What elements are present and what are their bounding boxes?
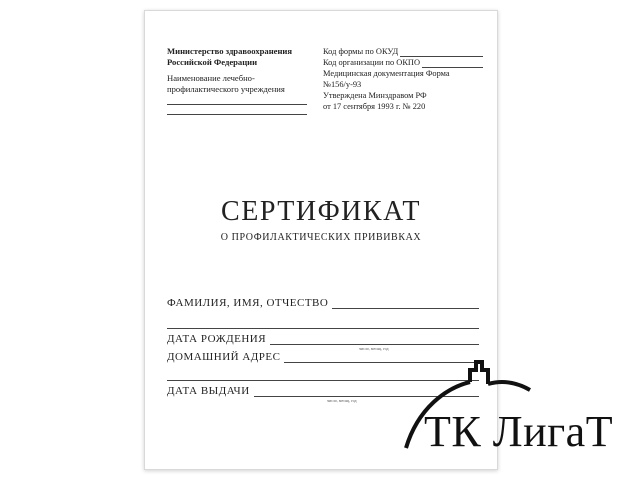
birth-date-hint: число, месяц, год: [359, 346, 389, 351]
issue-date-hint: число, месяц, год: [327, 398, 357, 403]
okpo-row: [323, 57, 483, 68]
okpo-blank: [422, 58, 483, 68]
address-label: ДОМАШНИЙ АДРЕС: [167, 351, 281, 363]
institution-blank-line-2: [167, 105, 307, 115]
full-name-blank: [332, 297, 479, 309]
watermark-text: ТК ЛигаТ: [424, 407, 614, 456]
full-name-field: [167, 297, 479, 309]
ministry-name: [167, 46, 307, 68]
ministry-line-2: Российской Федерации: [167, 57, 258, 67]
okud-blank: [400, 47, 483, 57]
header-left-block: [167, 46, 307, 115]
institution-label: [167, 73, 307, 95]
birth-date-blank: [270, 333, 479, 345]
okud-row: [323, 46, 483, 57]
institution-label-line-2: профилактического учреждения: [167, 84, 285, 94]
ministry-line-1: Министерство здравоохранения: [167, 46, 293, 56]
header-right-block: [323, 46, 483, 112]
okud-label: Код формы по ОКУД: [323, 47, 399, 56]
document-title: СЕРТИФИКАТ: [221, 196, 421, 227]
document-subtitle: О ПРОФИЛАКТИЧЕСКИХ ПРИВИВКАХ: [220, 232, 422, 243]
full-name-label: ФАМИЛИЯ, ИМЯ, ОТЧЕСТВО: [167, 297, 329, 309]
birth-date-field: [167, 333, 479, 345]
approval-line-1: Утверждена Минздравом РФ: [323, 91, 427, 100]
form-line-2: №156/у-93: [323, 80, 362, 89]
full-name-blank-line-2: [167, 327, 479, 329]
institution-blank-line-1: [167, 95, 307, 105]
institution-label-line-1: Наименование лечебно-: [167, 73, 255, 83]
issue-date-label: ДАТА ВЫДАЧИ: [167, 385, 250, 397]
approval-line-2: от 17 сентября 1993 г. № 220: [323, 102, 426, 111]
birth-date-label: ДАТА РОЖДЕНИЯ: [167, 333, 267, 345]
form-line-1: Медицинская документация Форма: [323, 69, 450, 78]
okpo-label: Код организации по ОКПО: [323, 58, 421, 67]
